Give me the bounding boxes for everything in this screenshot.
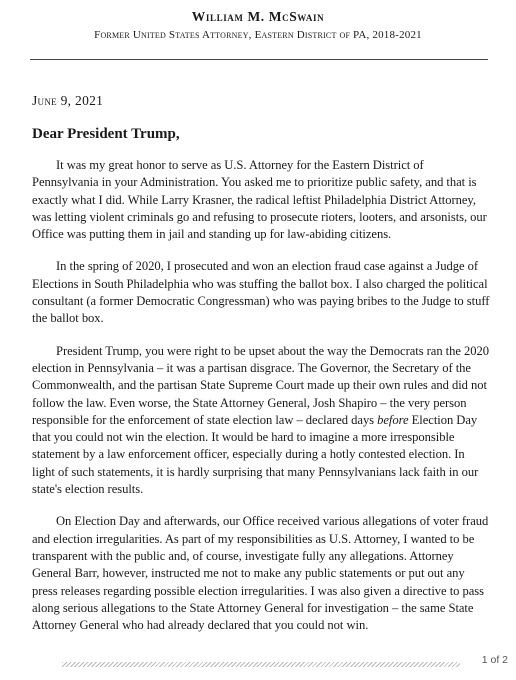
paragraph-3-text-b: Election Day that you could not win the election. It would be hard to imagine a more irresponsible statement by a law enforcement officer, especially during a hotly contested election. In light of such statements, it is hardly surprising that many Pennsylvanians lack faith in our state's election results. [32,412,479,497]
paragraph-1: It was my great honor to serve as U.S. Attorney for the Eastern District of Pennsylvania in your Administration. You asked me to prioritize public safety, and that is exactly what I did. While Larry Krasner, the radical leftist Philadelphia District Attorney, was letting violent criminals go and refusing to prosecute rioters, looters, and arsonists, our Office was putting them in jail and standing up for law-abiding citizens. [32,158,487,242]
letterhead [0,8,516,42]
paragraph-3-text-a: President Trump, you were right to be upset about the way the Democrats ran the 2020 election in Pennsylvania – it was a partisan disgrace. The Governor, the Secretary of the Commonwealth, and the partisan State Supreme Court made up their own rules and did not follow the law. Even worse, the State Attorney General, Josh Shapiro – the very person responsible for the enforcement of state election law – declared days [32,343,489,427]
letter-date: June 9, 2021 [32,93,104,108]
author-name: William M. McSwain [191,9,325,24]
paragraph-4: On Election Day and afterwards, our Office received various allegations of voter fraud and election irregularities. As part of my responsibilities as U.S. Attorney, I wanted to be transparent with the public and, of course, investigate fully any allegations. Attorney General Barr, however, instructed me not to make any public statements or put out any press releases regarding possible election irregularities. I was also given a directive to pass along serious allegations to the State Attorney General for investigation – the same State Attorney General who had already declared that you could not win. [32,514,489,633]
footer-divider [62,662,460,667]
letter-body [32,157,490,634]
salutation: Dear President Trump, [32,126,180,142]
paragraph-3 [32,343,490,499]
page-indicator: 1 of 2 [481,654,508,666]
author-title: Former United States Attorney, Eastern District of PA, 2018-2021 [94,29,422,41]
paragraph-2: In the spring of 2020, I prosecuted and won an election fraud case against a Judge of Elections in South Philadelphia who was stuffing the ballot box. I also charged the political consultant (a former Democratic Congressman) who was paying bribes to the Judge to stuff the ballot box. [32,259,490,326]
header-divider [30,59,488,60]
emphasis-before: before [377,412,409,427]
